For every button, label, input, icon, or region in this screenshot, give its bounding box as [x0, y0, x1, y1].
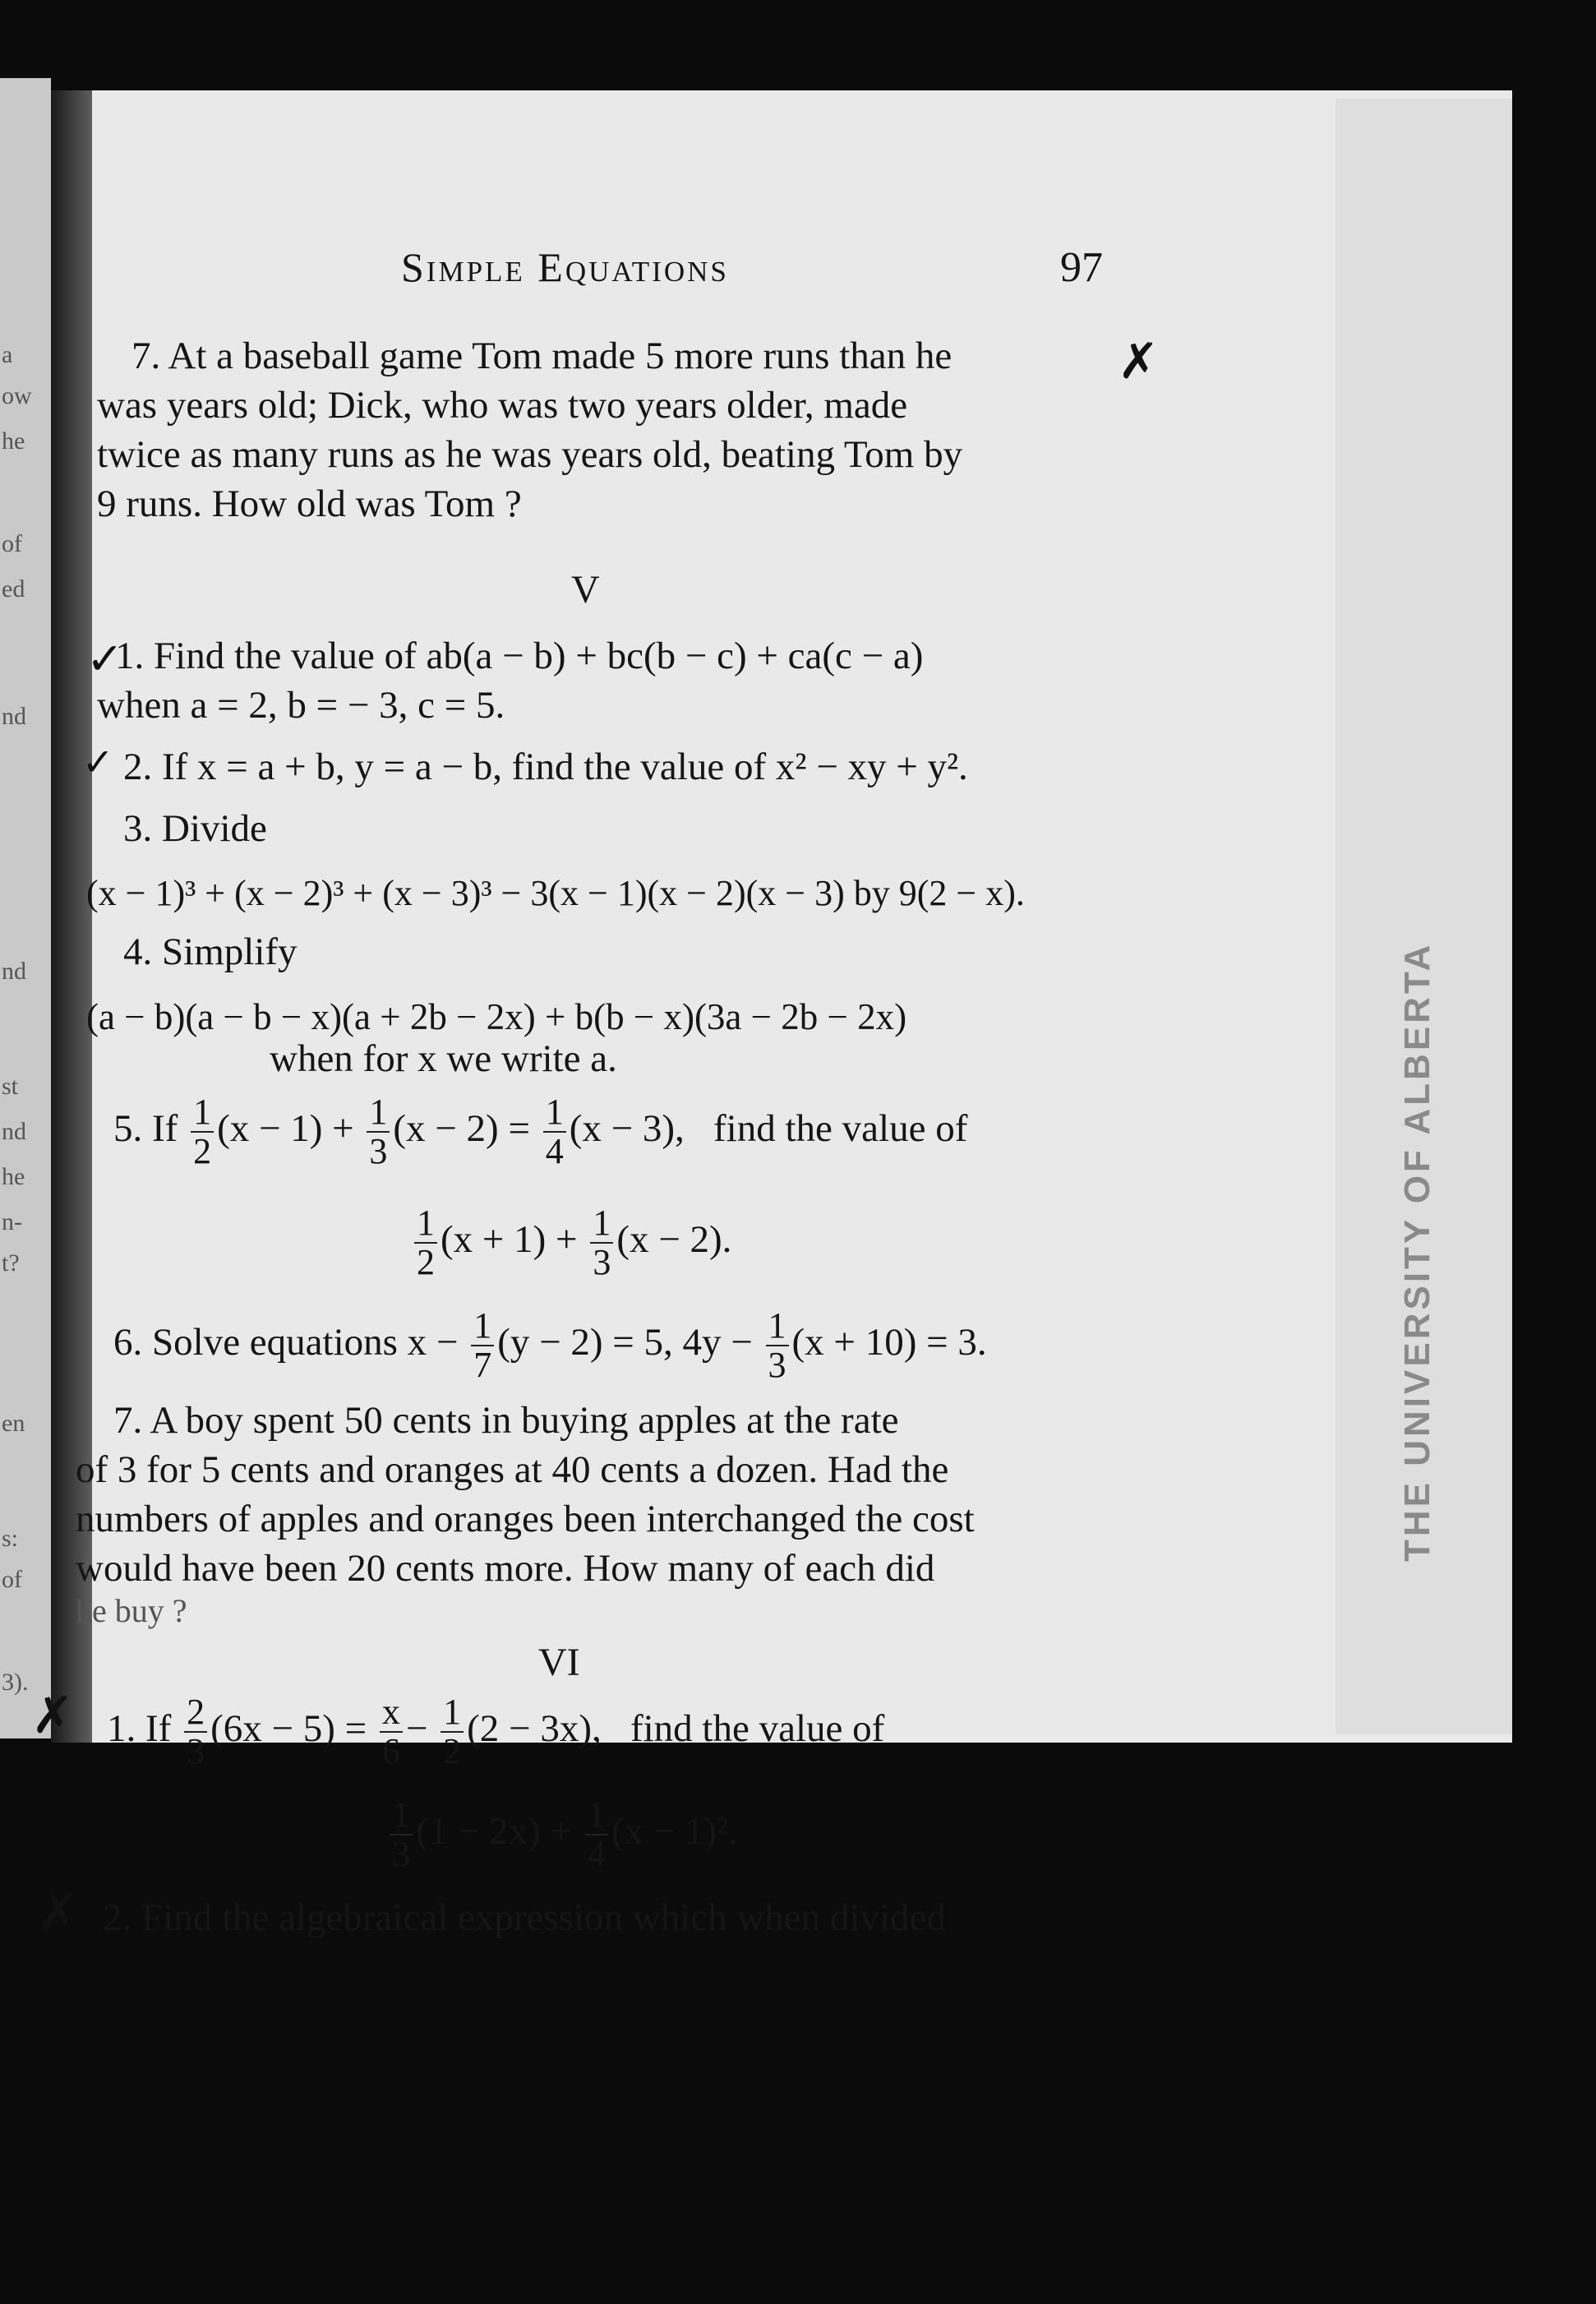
fraction: $\frac{1}{3}$ — [766, 1307, 789, 1384]
margin-fragment: s: — [2, 1525, 19, 1552]
v-item-4-cont: when for x we write a. — [270, 1037, 617, 1080]
margin-fragment: st — [2, 1073, 19, 1100]
term: Solve equations x − — [152, 1320, 459, 1364]
fraction: $\frac{1}{7}$ — [471, 1307, 494, 1384]
v-item-6 — [113, 1307, 987, 1384]
margin-fragment: a — [2, 341, 13, 368]
margin-fragment: en — [2, 1410, 25, 1437]
if-word: If — [145, 1706, 172, 1750]
fraction: $\frac{1}{4}$ — [543, 1093, 566, 1170]
v-item-7-cont: he buy ? — [76, 1592, 187, 1629]
margin-fragment: nd — [2, 1118, 26, 1145]
term: (x − 1)². — [611, 1809, 738, 1853]
problem-7-line: was years old; Dick, who was two years older, made — [97, 384, 908, 427]
term: − — [405, 1706, 428, 1750]
library-stamp: THE UNIVERSITY OF ALBERTA — [1397, 941, 1437, 1562]
margin-fragment: t? — [2, 1249, 20, 1277]
vi-item-1-expression — [386, 1796, 738, 1873]
pen-check-mark: ✓ — [82, 740, 114, 784]
v-item-1: 1. Find the value of ab(a − b) + bc(b − c) + ca(c − a) — [115, 635, 924, 677]
facing-page-text — [0, 78, 49, 1738]
v-item-7-cont: of 3 for 5 cents and oranges at 40 cents a dozen. Had the — [76, 1448, 949, 1491]
term: (x + 10) = 3. — [791, 1320, 987, 1364]
fraction: $\frac{1}{2}$ — [414, 1204, 437, 1281]
v-item-2: 2. If x = a + b, y = a − b, find the value of x² − xy + y². — [123, 746, 968, 788]
v-item-3-expression: (x − 1)³ + (x − 2)³ + (x − 3)³ − 3(x − 1)(x − 2)(x − 3) by 9(2 − x). — [86, 873, 1025, 913]
if-word: If — [152, 1106, 178, 1150]
term: (x − 2). — [616, 1217, 732, 1261]
margin-fragment: ow — [2, 382, 32, 409]
problem-7-line: 7. At a baseball game Tom made 5 more runs than he — [131, 335, 953, 377]
term: (2 − 3x), — [467, 1706, 602, 1750]
pen-cross-mark: ✗ — [37, 1882, 80, 1942]
v-item-4-expression: (a − b)(a − b − x)(a + 2b − 2x) + b(b − x)(3a − 2b − 2x) — [86, 996, 907, 1037]
vi-item-2: 2. Find the algebraical expression which when divided — [103, 1896, 946, 1939]
fraction: $\frac{1}{4}$ — [585, 1796, 608, 1873]
item-number: 6. — [113, 1320, 143, 1364]
fraction: $\frac{1}{3}$ — [390, 1796, 413, 1873]
section-heading-v: V — [571, 568, 600, 612]
v-item-7-cont: numbers of apples and oranges been interchanged the cost — [76, 1498, 975, 1540]
term: (6x − 5) = — [210, 1706, 367, 1750]
pen-cross-mark: ✗ — [31, 1685, 74, 1745]
v-item-7: 7. A boy spent 50 cents in buying apples at the rate — [113, 1399, 899, 1442]
margin-fragment: ed — [2, 575, 25, 603]
margin-fragment: n- — [2, 1208, 22, 1235]
fraction: $\frac{x}{6}$ — [380, 1693, 403, 1771]
term: (y − 2) = 5, 4y − — [497, 1320, 753, 1364]
margin-fragment: of — [2, 530, 22, 557]
fraction: $\frac{1}{3}$ — [367, 1093, 390, 1170]
section-heading-vi: VI — [538, 1641, 580, 1684]
margin-fragment: 3). — [2, 1669, 29, 1696]
term: (1 − 2x) + — [416, 1809, 573, 1853]
v-item-7-cont: would have been 20 cents more. How many of each did — [76, 1547, 935, 1590]
fraction: $\frac{1}{2}$ — [441, 1693, 464, 1771]
margin-fragment: nd — [2, 958, 26, 985]
margin-fragment: he — [2, 1163, 25, 1190]
pen-check-mark: ✓ — [86, 633, 124, 685]
item-number: 1. — [107, 1706, 136, 1750]
term: (x − 2) = — [393, 1106, 530, 1150]
v-item-1-cont: when a = 2, b = − 3, c = 5. — [97, 684, 505, 727]
term: (x + 1) + — [441, 1217, 578, 1261]
term: (x − 1) + — [217, 1106, 354, 1150]
term: find the value of — [630, 1706, 885, 1750]
v-item-5-expression — [411, 1204, 731, 1281]
item-number: 5. — [113, 1106, 143, 1150]
margin-fragment: of — [2, 1566, 22, 1593]
vi-item-1 — [107, 1693, 884, 1771]
running-head: Simple Equations — [401, 244, 729, 290]
fraction: $\frac{1}{2}$ — [191, 1093, 214, 1170]
v-item-3: 3. Divide — [123, 807, 267, 850]
fraction: $\frac{2}{3}$ — [184, 1693, 207, 1771]
fraction: $\frac{1}{3}$ — [590, 1204, 613, 1281]
term: find the value of — [713, 1106, 968, 1150]
v-item-4: 4. Simplify — [123, 930, 298, 973]
margin-fragment: he — [2, 427, 25, 455]
pen-cross-mark: ✗ — [1118, 333, 1160, 390]
v-item-5 — [113, 1093, 967, 1170]
problem-7-line: twice as many runs as he was years old, beating Tom by — [97, 433, 963, 476]
term: (x − 3), — [569, 1106, 685, 1150]
margin-fragment: nd — [2, 703, 26, 730]
page-number: 97 — [1060, 244, 1103, 291]
problem-7-line: 9 runs. How old was Tom ? — [97, 483, 522, 525]
